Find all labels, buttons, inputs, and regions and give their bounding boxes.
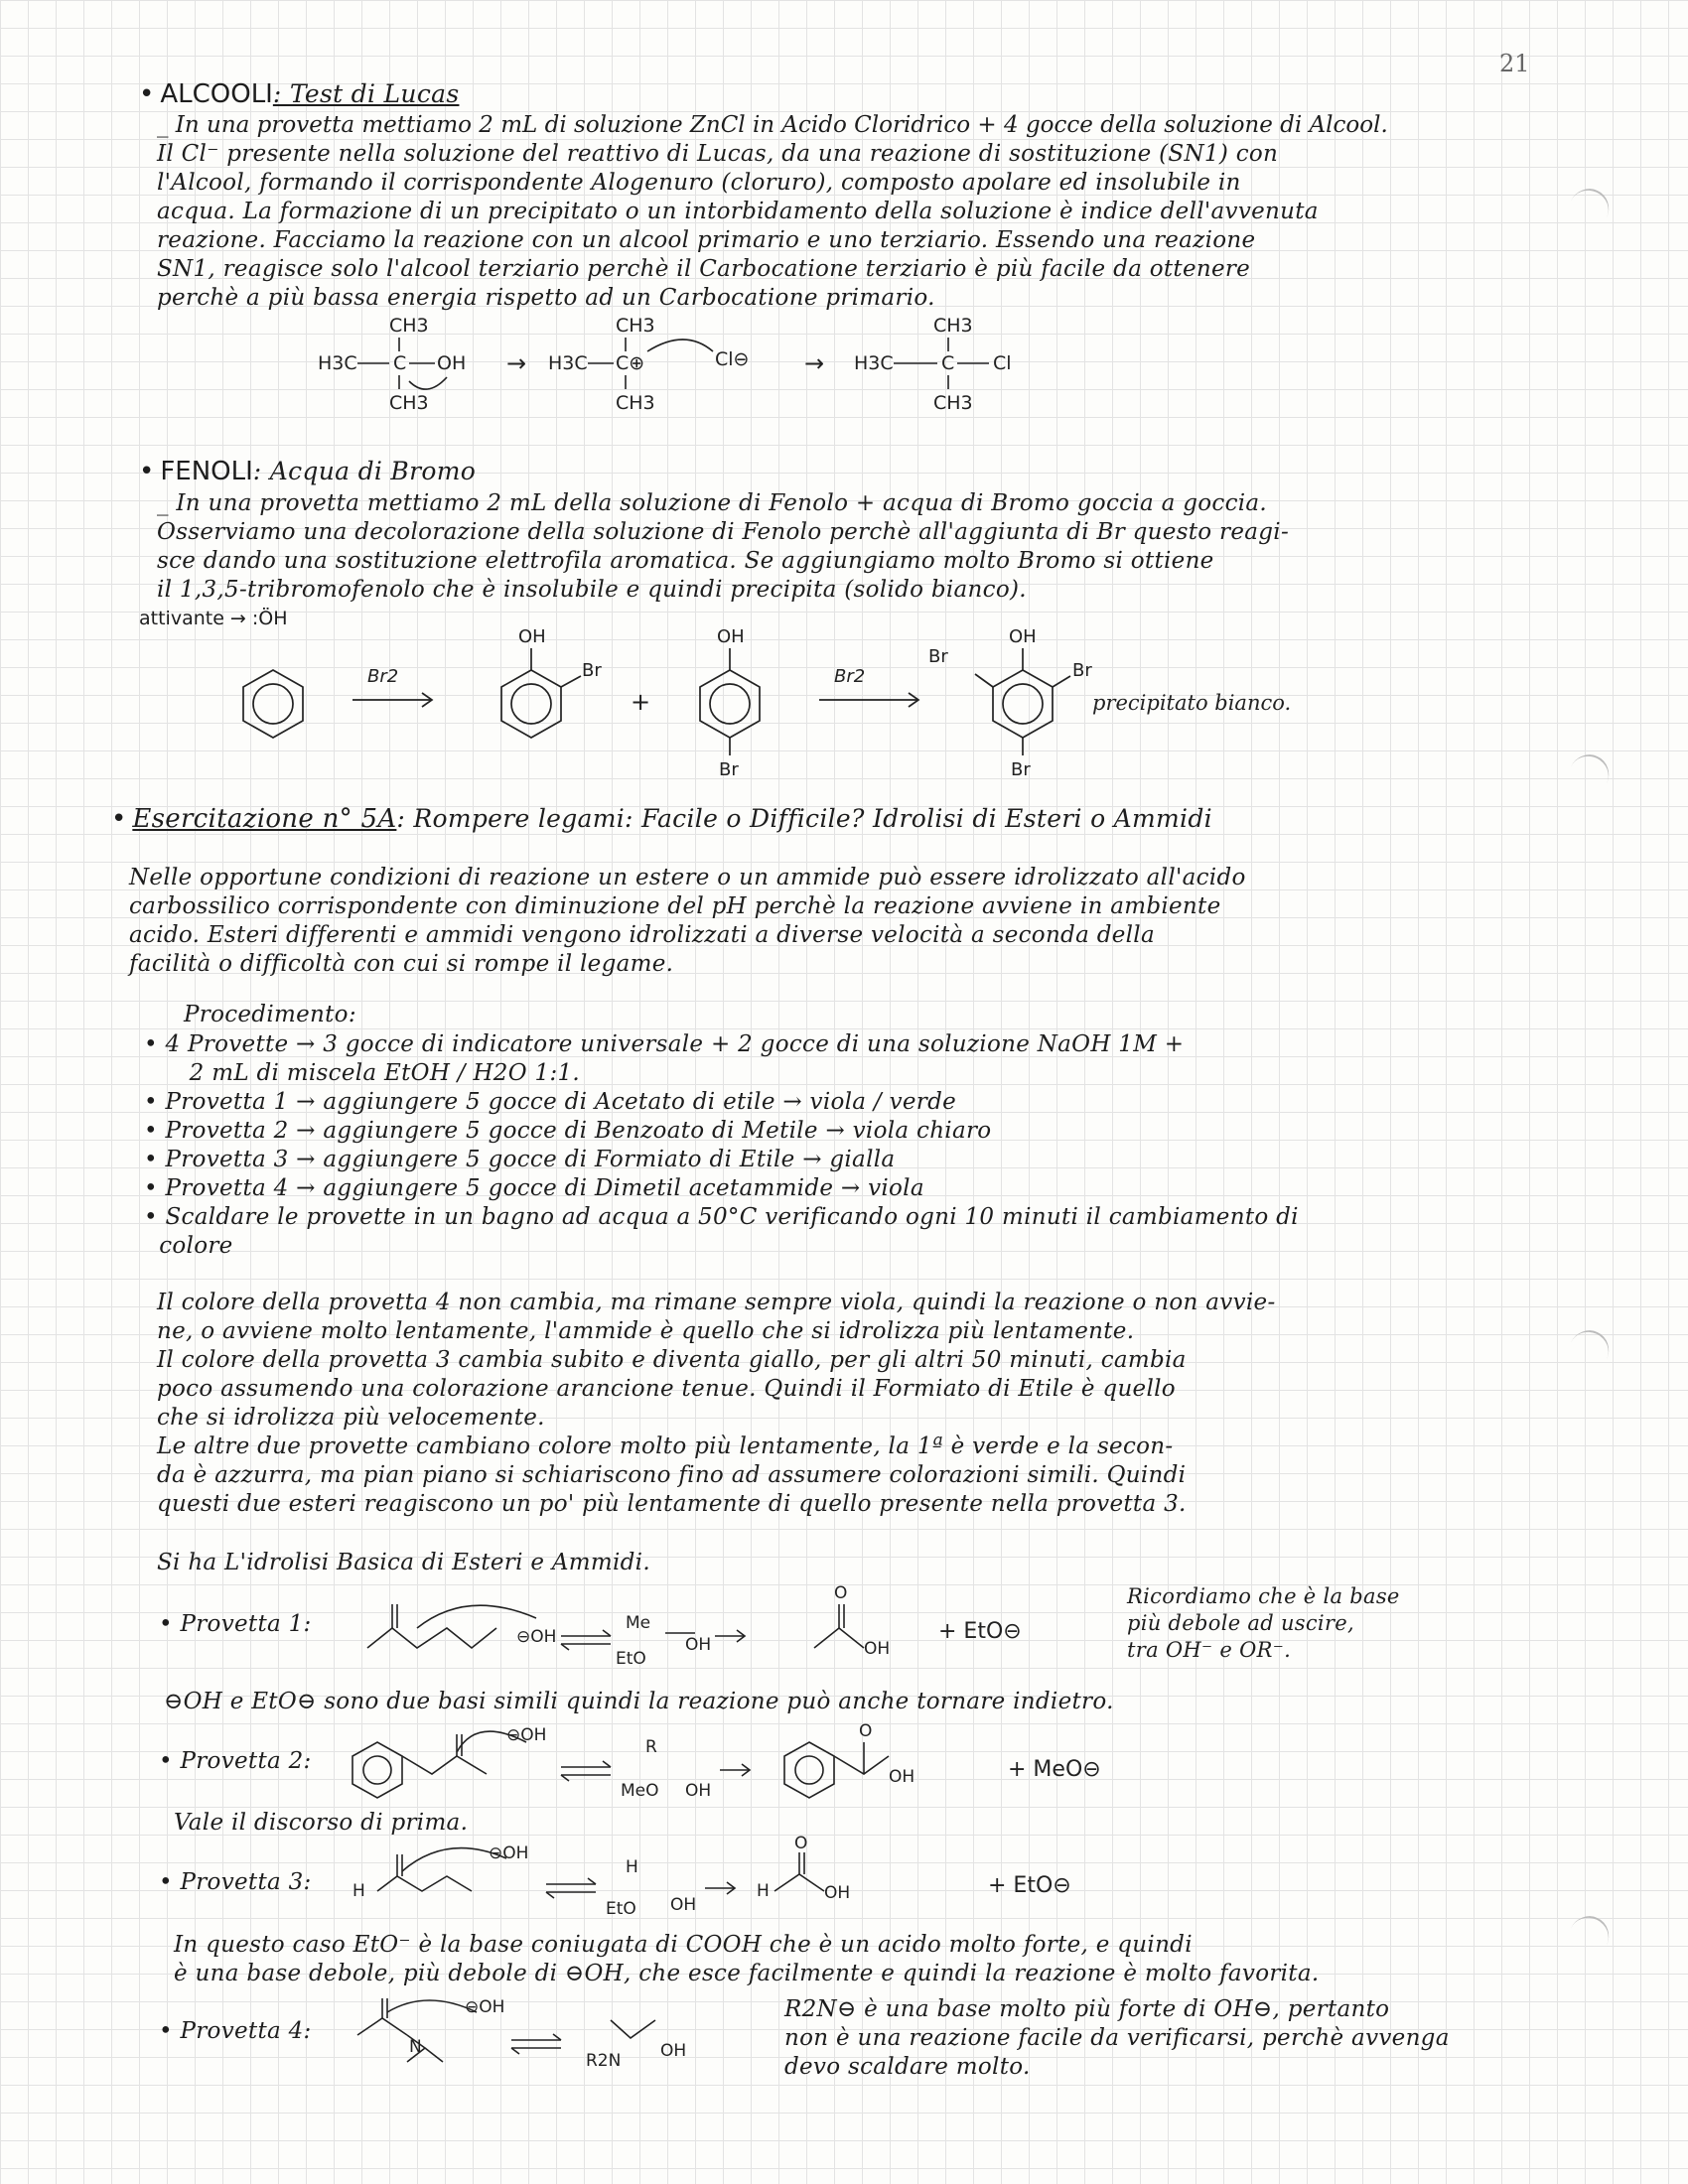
- intermediate-ch3-top: CH3: [616, 315, 655, 337]
- idrolisi-line: Si ha L'idrolisi Basica di Esteri e Ammidi.: [157, 1550, 650, 1575]
- bromination-scheme: [228, 611, 1370, 779]
- n-label: N: [409, 2037, 422, 2057]
- product-ch3-top: CH3: [933, 315, 973, 337]
- osservazioni-line: che si idrolizza più velocemente.: [157, 1405, 545, 1431]
- procedimento-item: • Scaldare le provette in un bagno ad acqua a 50°C verificando ogni 10 minuti il cambiamento di: [144, 1204, 1299, 1230]
- note-line: Ricordiamo che è la base: [1127, 1584, 1400, 1608]
- esercitazione-heading: [111, 804, 1212, 834]
- provetta-1-mechanism: [348, 1578, 1102, 1688]
- procedimento-title: Procedimento:: [184, 1002, 356, 1027]
- me-label: Me: [626, 1613, 651, 1633]
- ring-mark: [1562, 749, 1616, 803]
- provetta-2-mechanism: [348, 1712, 1162, 1812]
- osservazioni-line: Le altre due provette cambiano colore molto più lentamente, la 1ª è verde e la secon-: [157, 1433, 1174, 1459]
- eto-label: EtO: [616, 1649, 646, 1669]
- alcooli-line: SN1, reagisce solo l'alcool terziario perchè il Carbocatione terziario è più facile da ottenere: [157, 256, 1251, 282]
- after-line: è una base debole, più debole di ⊖OH, che esce facilmente e quindi la reazione è molto favorita.: [174, 1961, 1320, 1986]
- provetta-1-note: [1127, 1583, 1400, 1664]
- oh-label: OH: [518, 626, 546, 647]
- eto-label: EtO: [606, 1899, 636, 1919]
- fenoli-line: il 1,3,5-tribromofenolo che è insolubile e quindi precipita (solido bianco).: [157, 577, 1027, 603]
- provetta-3-label: • Provetta 3:: [159, 1869, 312, 1895]
- fenoli-text: [157, 489, 1577, 605]
- product-c: C: [941, 352, 955, 374]
- provetta-4-label: • Provetta 4:: [159, 2018, 312, 2044]
- fenoli-line: _ In una provetta mettiamo 2 mL della soluzione di Fenolo + acqua di Bromo goccia a goccia.: [157, 490, 1268, 516]
- methoxide-product: + MeO⊖: [1008, 1757, 1101, 1782]
- procedimento-item: • Provetta 2 → aggiungere 5 gocce di Benzoato di Metile → viola chiaro: [144, 1118, 992, 1144]
- reactant-oh: OH: [437, 352, 467, 374]
- reactant-ch3-top: CH3: [389, 315, 429, 337]
- intro-line: facilità o difficoltà con cui si rompe il legame.: [129, 951, 674, 977]
- oh-label: OH: [670, 1895, 697, 1915]
- provetta-2-after: Vale il discorso di prima.: [174, 1810, 469, 1836]
- alcooli-text: [157, 111, 1577, 313]
- chloride-ion: Cl⊖: [715, 348, 750, 370]
- benzene-ring: [243, 670, 303, 738]
- fenoli-line: sce dando una sostituzione elettrofila aromatica. Se aggiungiamo molto Bromo si ottiene: [157, 548, 1214, 574]
- br-label: Br: [1011, 759, 1031, 780]
- osservazioni-line: Il colore della provetta 4 non cambia, ma rimane sempre viola, quindi la reazione o non avvie-: [157, 1290, 1276, 1315]
- plus-sign: +: [631, 688, 651, 716]
- alcooli-title: ALCOOLI: [160, 79, 273, 109]
- h-label: H: [352, 1881, 365, 1901]
- para-bromophenol-ring: [700, 670, 760, 738]
- intro-line: acido. Esteri differenti e ammidi vengono idrolizzati a diverse velocità a seconda della: [129, 922, 1155, 948]
- br-label: Br: [582, 660, 602, 681]
- osservazioni-line: ne, o avviene molto lentamente, l'ammide è quello che si idrolizza più lentamente.: [157, 1318, 1135, 1344]
- hydroxide-label: ⊖OH: [489, 1843, 529, 1863]
- tribromophenol-ring: [993, 670, 1053, 738]
- alcooli-subtitle: : Test di Lucas: [272, 79, 460, 108]
- alcooli-line: reazione. Facciamo la reazione con un alcool primario e uno terziario. Essendo una reazione: [157, 227, 1256, 253]
- provetta-4-note: [784, 1995, 1599, 2082]
- fenoli-subtitle: : Acqua di Bromo: [252, 457, 477, 485]
- oh-label: OH: [685, 1635, 712, 1655]
- procedimento-item: • Provetta 1 → aggiungere 5 gocce di Acetato di etile → viola / verde: [144, 1089, 957, 1115]
- procedimento-list: [144, 1030, 1584, 1261]
- br2-reagent-2: Br2: [834, 666, 866, 687]
- oh-label: OH: [889, 1767, 915, 1787]
- intro-line: Nelle opportune condizioni di reazione un estere o un ammide può essere idrolizzato all'acido: [129, 865, 1246, 890]
- intermediate-carbocation: C⊕: [616, 352, 645, 374]
- h-label: H: [626, 1857, 638, 1877]
- bullet-icon: •: [139, 79, 155, 109]
- alcooli-line: acqua. La formazione di un precipitato o un intorbidamento della soluzione è indice dell'avvenuta: [157, 199, 1319, 224]
- fenoli-title: FENOLI: [160, 457, 253, 486]
- osservazioni-line: poco assumendo una colorazione arancione tenue. Quindi il Formiato di Etile è quello: [157, 1376, 1176, 1402]
- r-label: R: [645, 1737, 657, 1757]
- lucas-reaction-scheme: [298, 308, 1092, 417]
- esercitazione-intro: [129, 864, 1569, 979]
- bullet-icon: •: [139, 457, 155, 486]
- br-label: Br: [1072, 660, 1092, 681]
- ortho-bromophenol-ring: [501, 670, 561, 738]
- esercitazione-subtitle: : Rompere legami: Facile o Difficile? Idrolisi di Esteri o Ammidi: [396, 804, 1212, 833]
- alcooli-line: _ In una provetta mettiamo 2 mL di soluzione ZnCl in Acido Cloridrico + 4 gocce della soluzione di Alcool.: [157, 112, 1388, 138]
- fenoli-heading: [139, 457, 476, 486]
- oh-label: OH: [864, 1639, 891, 1659]
- provetta-4-mechanism: [348, 1990, 784, 2090]
- page-number: 21: [1499, 50, 1530, 77]
- provetta-3-mechanism: [348, 1834, 1162, 1936]
- hydroxide-label: ⊖OH: [465, 1997, 505, 2017]
- alcooli-line: Il Cl⁻ presente nella soluzione del reattivo di Lucas, da una reazione di sostituzione (SN1) con: [157, 141, 1279, 167]
- oh-label: OH: [660, 2041, 687, 2061]
- br-label: Br: [928, 646, 948, 667]
- reaction-arrow: →: [804, 349, 825, 377]
- h-label: H: [757, 1881, 770, 1901]
- hydroxide-label: ⊖OH: [516, 1627, 557, 1647]
- intermediate-ch3-bottom: CH3: [616, 392, 655, 414]
- ethoxide-product: + EtO⊖: [938, 1619, 1022, 1644]
- product-cl: Cl: [993, 352, 1012, 374]
- oh-label: OH: [824, 1883, 851, 1903]
- hydroxide-label: ⊖OH: [506, 1725, 547, 1745]
- product-ch3-bottom: CH3: [933, 392, 973, 414]
- procedimento-item: • 4 Provette → 3 gocce di indicatore universale + 2 gocce di una soluzione NaOH 1M +: [144, 1031, 1185, 1057]
- r2n-label: R2N: [586, 2051, 622, 2071]
- after-line: In questo caso EtO⁻ è la base coniugata di COOH che è un acido molto forte, e quindi: [174, 1932, 1193, 1958]
- provetta-2-label: • Provetta 2:: [159, 1748, 312, 1774]
- reactant-ch3-bottom: CH3: [389, 392, 429, 414]
- bullet-icon: •: [111, 804, 127, 834]
- esercitazione-title: Esercitazione n° 5A: [132, 804, 397, 834]
- provetta-1-after: ⊖OH e EtO⊖ sono due basi simili quindi la reazione può anche tornare indietro.: [164, 1689, 1114, 1714]
- note-line: R2N⊖ è una base molto più forte di OH⊖, pertanto: [784, 1996, 1390, 2022]
- procedimento-item: 2 mL di miscela EtOH / H2O 1:1.: [144, 1060, 581, 1086]
- reactant-c: C: [393, 352, 407, 374]
- ethoxide-product: + EtO⊖: [988, 1873, 1071, 1898]
- oh-label: OH: [685, 1781, 712, 1801]
- o-label: O: [794, 1834, 808, 1853]
- procedimento-item: colore: [144, 1233, 233, 1259]
- o-label: O: [834, 1583, 848, 1603]
- o-label: O: [859, 1721, 873, 1741]
- osservazioni-text: [157, 1289, 1587, 1519]
- alcooli-line: perchè a più bassa energia rispetto ad un Carbocatione primario.: [157, 285, 935, 311]
- procedimento-item: • Provetta 4 → aggiungere 5 gocce di Dimetil acetammide → viola: [144, 1175, 924, 1201]
- procedimento-item: • Provetta 3 → aggiungere 5 gocce di Formiato di Etile → gialla: [144, 1147, 896, 1172]
- fenoli-line: Osserviamo una decolorazione della soluzione di Fenolo perchè all'aggiunta di Br questo reagi-: [157, 519, 1290, 545]
- br2-reagent-1: Br2: [367, 666, 399, 687]
- osservazioni-line: Il colore della provetta 3 cambia subito e diventa giallo, per gli altri 50 minuti, cambia: [157, 1347, 1187, 1373]
- osservazioni-line: questi due esteri reagiscono un po' più lentamente di quello presente nella provetta 3.: [157, 1491, 1187, 1517]
- osservazioni-line: da è azzurra, ma pian piano si schiariscono fino ad assumere colorazioni simili. Quindi: [157, 1462, 1187, 1488]
- oh-label: OH: [1009, 626, 1037, 647]
- oh-label: OH: [717, 626, 745, 647]
- precipitato-label: precipitato bianco.: [1092, 691, 1292, 715]
- reactant-h3c: H3C: [318, 352, 357, 374]
- note-line: più debole ad uscire,: [1127, 1611, 1354, 1635]
- alcooli-heading: [139, 79, 459, 109]
- attivante-note: attivante → :ÖH: [139, 608, 288, 629]
- br-label: Br: [719, 759, 739, 780]
- meo-label: MeO: [621, 1781, 659, 1801]
- provetta-1-label: • Provetta 1:: [159, 1611, 312, 1637]
- note-line: tra OH⁻ e OR⁻.: [1127, 1638, 1292, 1662]
- intermediate-h3c: H3C: [548, 352, 588, 374]
- note-line: non è una reazione facile da verificarsi, perchè avvenga: [784, 2025, 1450, 2051]
- alcooli-line: l'Alcool, formando il corrispondente Alogenuro (cloruro), composto apolare ed insolubile in: [157, 170, 1241, 196]
- product-h3c: H3C: [854, 352, 894, 374]
- note-line: devo scaldare molto.: [784, 2054, 1031, 2080]
- intro-line: carbossilico corrispondente con diminuzione del pH perchè la reazione avviene in ambiente: [129, 893, 1221, 919]
- reaction-arrow: →: [506, 349, 527, 377]
- provetta-3-after: [174, 1931, 1584, 1988]
